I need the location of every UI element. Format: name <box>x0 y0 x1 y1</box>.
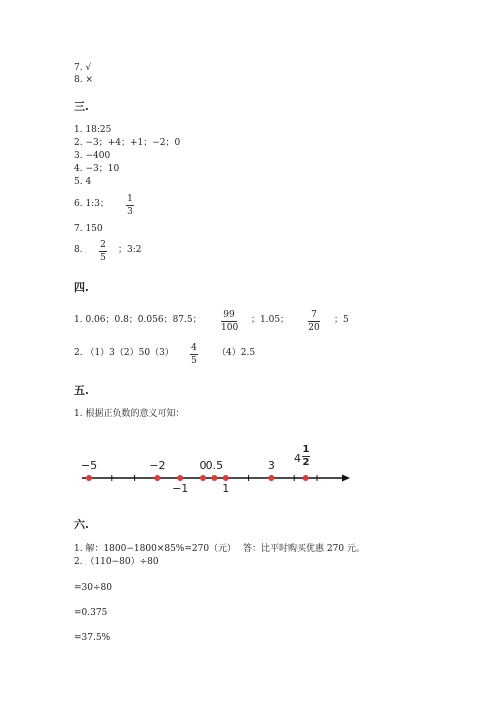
point-label: 1 <box>222 482 230 495</box>
answer-line-3-7: 7. 150 <box>74 224 103 234</box>
answer-line-6-4: =0.375 <box>74 608 108 618</box>
point-label: 3 <box>267 459 275 472</box>
answer-line-3-6: 6. 1:3； <box>74 199 109 209</box>
answer-line-6-1: 1. 解：1800−1800×85%=270（元） <box>74 544 237 554</box>
fraction-numerator: 7 <box>311 310 317 320</box>
point-marker <box>211 475 217 481</box>
section-heading-5: 五. <box>74 384 89 397</box>
point-label: 0 <box>199 459 207 472</box>
section-heading-3: 三. <box>74 100 89 113</box>
fraction-denominator: 3 <box>127 207 133 217</box>
section-heading-6: 六. <box>74 518 89 531</box>
answer-line-2-8: 8. × <box>74 75 93 85</box>
point-marker <box>303 475 309 481</box>
answer-line-3-8-ratio: ；3:2 <box>118 245 142 255</box>
fraction-denominator: 100 <box>221 323 239 333</box>
point-marker <box>223 475 229 481</box>
point-marker <box>268 475 274 481</box>
mixed-number-fraction <box>302 445 310 468</box>
fraction-numerator: 99 <box>223 310 235 320</box>
section-heading-4: 四. <box>74 281 89 294</box>
answer-line-3-3: 3. −400 <box>74 151 111 161</box>
point-label: −1 <box>172 482 189 495</box>
point-label: 0.5 <box>205 459 224 472</box>
fraction-numerator: 2 <box>100 240 106 250</box>
fraction-denominator: 20 <box>308 323 320 333</box>
axis-arrow-icon <box>342 475 350 482</box>
point-label: −5 <box>80 459 98 472</box>
answer-line-5-1: 1. 根据正负数的意义可知： <box>74 409 185 419</box>
point-label: −2 <box>149 459 166 472</box>
answer-line-6-2: 2. （110−80）÷80 <box>74 557 159 567</box>
answer-line-4-1-mid: ；1.05； <box>251 315 290 325</box>
answer-line-6-3: =30÷80 <box>74 583 112 593</box>
fraction-denominator: 5 <box>100 253 106 263</box>
fraction-numerator: 1 <box>302 444 310 455</box>
answer-line-3-4: 4. −3；10 <box>74 164 120 174</box>
answer-line-3-8: 8. <box>74 245 83 255</box>
mixed-number-whole: 4 <box>294 452 301 465</box>
point-marker <box>154 475 160 481</box>
answer-line-4-2-end: （4）2.5 <box>217 348 256 358</box>
fraction-numerator: 4 <box>191 343 197 353</box>
answer-line-3-1: 1. 18:25 <box>74 125 112 135</box>
point-marker <box>200 475 206 481</box>
fraction-denominator: 2 <box>302 457 310 468</box>
answer-line-4-1: 1. 0.06；0.8；0.056；87.5； <box>74 315 202 325</box>
point-marker <box>86 475 92 481</box>
answer-line-4-1-end: ；5 <box>334 315 349 325</box>
answer-line-6-5: =37.5% <box>74 633 111 643</box>
answer-line-6-1-answer: 答：比平时购买优惠 270 元。 <box>243 544 365 554</box>
answer-line-3-5: 5. 4 <box>74 177 92 187</box>
point-marker <box>177 475 183 481</box>
fraction-denominator: 5 <box>191 356 197 366</box>
answer-line-3-2: 2. −3；+4；+1；−2；0 <box>74 138 181 148</box>
answer-line-2-7: 7. √ <box>74 63 92 73</box>
answer-line-4-2: 2. （1）3（2）50（3） <box>74 348 174 358</box>
fraction-numerator: 1 <box>127 194 133 204</box>
